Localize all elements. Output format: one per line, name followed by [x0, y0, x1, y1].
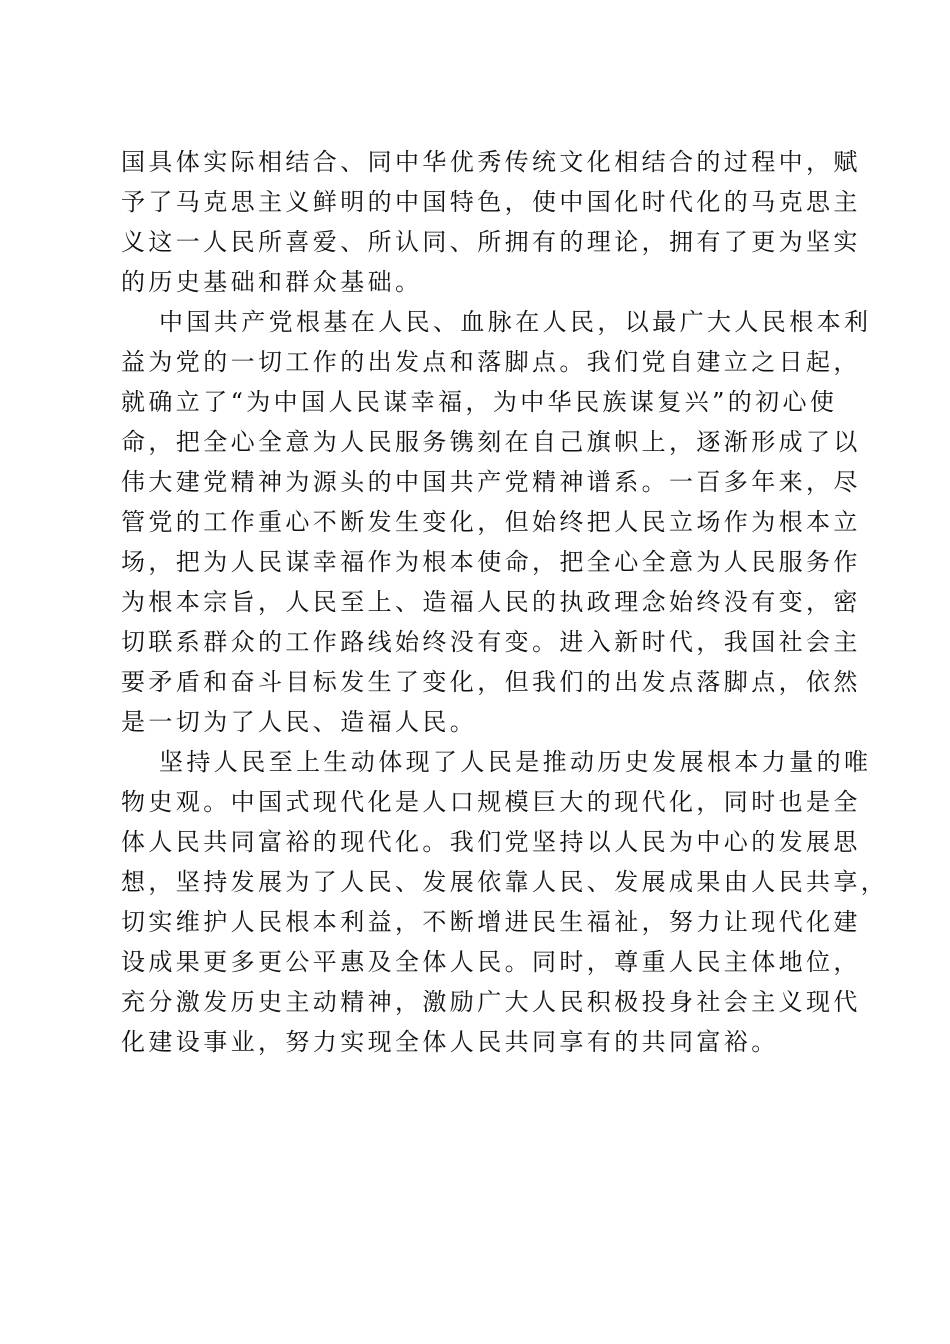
- paragraph-1: [121, 142, 861, 302]
- text-line: 想，坚持发展为了人民、发展依靠人民、发展成果由人民共享，: [121, 868, 889, 896]
- text-line: 坚持人民至上生动体现了人民是推动历史发展根本力量的唯: [159, 748, 872, 776]
- text-line: 国具体实际相结合、同中华优秀传统文化相结合的过程中，赋: [121, 148, 861, 176]
- text-line: 要矛盾和奋斗目标发生了变化，但我们的出发点落脚点，依然: [121, 668, 861, 696]
- text-line: 益为党的一切工作的出发点和落脚点。我们党自建立之日起，: [121, 348, 861, 376]
- text-line: 命，把全心全意为人民服务镌刻在自己旗帜上，逐渐形成了以: [121, 428, 861, 456]
- body-text: [121, 142, 889, 1062]
- text-line: 义这一人民所喜爱、所认同、所拥有的理论，拥有了更为坚实: [121, 228, 861, 256]
- text-line: 切实维护人民根本利益，不断增进民生福祉，努力让现代化建: [121, 908, 861, 936]
- text-line: 是一切为了人民、造福人民。: [121, 708, 478, 736]
- text-line: 物史观。中国式现代化是人口规模巨大的现代化，同时也是全: [121, 788, 861, 816]
- text-line: 充分激发历史主动精神，激励广大人民积极投身社会主义现代: [121, 988, 861, 1016]
- text-line: 为根本宗旨，人民至上、造福人民的执政理念始终没有变，密: [121, 588, 861, 616]
- paragraph-2: [121, 302, 872, 742]
- text-line: 场，把为人民谋幸福作为根本使命，把全心全意为人民服务作: [121, 548, 861, 576]
- text-line: 管党的工作重心不断发生变化，但始终把人民立场作为根本立: [121, 508, 861, 536]
- text-line: 予了马克思主义鲜明的中国特色，使中国化时代化的马克思主: [121, 188, 861, 216]
- text-line: 化建设事业，努力实现全体人民共同享有的共同富裕。: [121, 1028, 779, 1056]
- text-line: 中国共产党根基在人民、血脉在人民，以最广大人民根本利: [159, 308, 872, 336]
- paragraph-3: [121, 742, 889, 1062]
- text-line: 伟大建党精神为源头的中国共产党精神谱系。一百多年来，尽: [121, 468, 861, 496]
- text-line: 就确立了“为中国人民谋幸福，为中华民族谋复兴”的初心使: [121, 388, 838, 416]
- text-line: 的历史基础和群众基础。: [121, 268, 423, 296]
- text-line: 体人民共同富裕的现代化。我们党坚持以人民为中心的发展思: [121, 828, 861, 856]
- text-line: 切联系群众的工作路线始终没有变。进入新时代，我国社会主: [121, 628, 861, 656]
- text-line: 设成果更多更公平惠及全体人民。同时，尊重人民主体地位，: [121, 948, 861, 976]
